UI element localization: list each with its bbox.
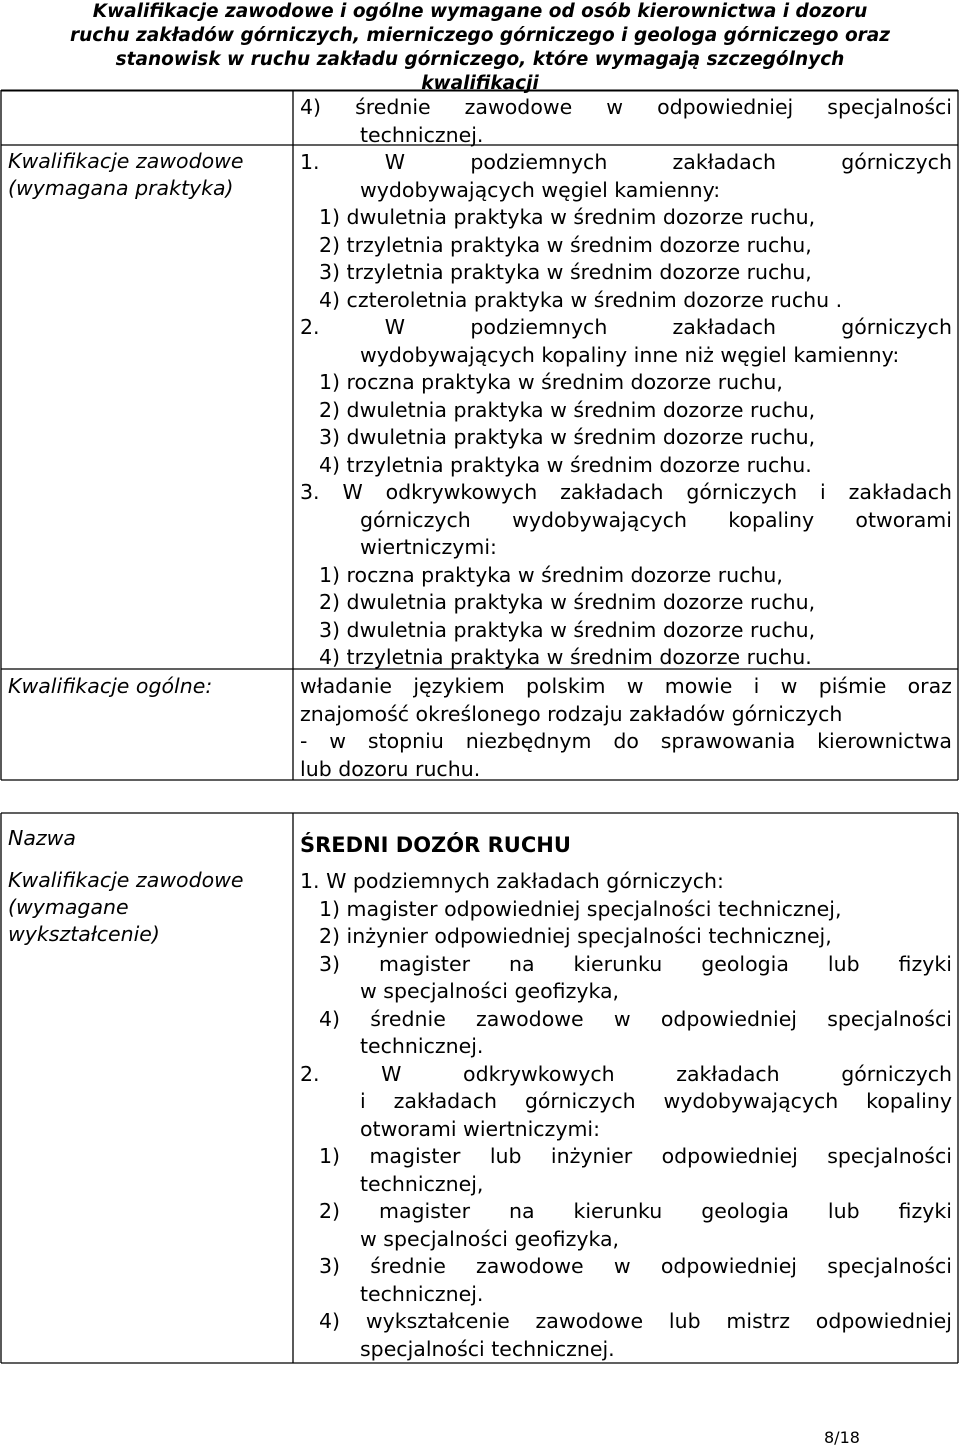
- text-line: [300, 1143, 952, 1171]
- word: językiem: [413, 674, 505, 698]
- text-line: [300, 728, 952, 756]
- word: kierunku: [573, 951, 663, 976]
- text-line: [300, 1088, 952, 1116]
- word: podziemnych: [470, 150, 608, 174]
- text-line: [300, 951, 952, 979]
- text-line: 2) inżynier odpowiedniej specjalności technicznej,: [319, 924, 832, 948]
- word: inżynier: [550, 1144, 633, 1168]
- word: otworami: [855, 507, 952, 532]
- word: podziemnych: [470, 315, 608, 339]
- text-line: 1) roczna praktyka w średnim dozorze ruchu,: [319, 370, 783, 394]
- label-line: Kwalifikacje zawodowe: [8, 149, 244, 173]
- word: oraz: [907, 674, 952, 698]
- word: 4): [319, 1006, 341, 1031]
- wyksztalcenie-content: [300, 868, 952, 1363]
- word: średnie: [370, 1006, 446, 1031]
- header-line: kwalifikacji: [421, 73, 539, 94]
- word: piśmie: [818, 674, 887, 698]
- word: górniczych: [841, 150, 952, 174]
- word: w: [613, 1254, 631, 1278]
- position-title: ŚREDNI DOZÓR RUCHU: [300, 833, 571, 857]
- word: zakładach: [393, 1089, 497, 1113]
- label-line: (wymagane: [8, 895, 129, 919]
- word: zawodowe: [476, 1006, 584, 1031]
- word: zawodowe: [535, 1309, 644, 1333]
- text-line: 2) trzyletnia praktyka w średnim dozorze ruchu,: [319, 232, 812, 257]
- word: górniczych: [841, 315, 952, 339]
- word: mistrz: [726, 1309, 790, 1333]
- word: 1): [319, 1144, 341, 1168]
- text-line: [300, 479, 952, 507]
- word: w: [780, 674, 798, 698]
- word: kopaliny: [866, 1089, 952, 1113]
- word: władanie: [300, 674, 393, 698]
- word: W: [384, 315, 406, 339]
- text-line: otworami wiertniczymi:: [360, 1116, 601, 1141]
- text-line: 4) trzyletnia praktyka w średnim dozorze ruchu.: [319, 452, 812, 477]
- text-line: wydobywających węgiel kamienny:: [360, 177, 721, 202]
- text-line: 1) magister odpowiedniej specjalności technicznej,: [319, 896, 842, 921]
- text-line: wydobywających kopaliny inne niż węgiel kamienny:: [360, 342, 900, 367]
- word: lub: [827, 951, 860, 976]
- word: W: [381, 1061, 402, 1086]
- word: wykształcenie: [365, 1309, 510, 1333]
- word: lub: [489, 1144, 522, 1168]
- text-line: wiertniczymi:: [360, 535, 497, 559]
- label-kwalifikacje-ogolne: Kwalifikacje ogólne:: [8, 674, 213, 698]
- text-line: 1) dwuletnia praktyka w średnim dozorze ruchu,: [319, 205, 816, 229]
- text-line: [300, 314, 952, 342]
- word: polskim: [525, 674, 606, 698]
- word: niezbędnym: [465, 729, 592, 753]
- word: specjalności: [827, 1254, 952, 1278]
- text-line: 3) dwuletnia praktyka w średnim dozorze ruchu,: [319, 617, 816, 642]
- word: średnie: [370, 1254, 446, 1278]
- word: magister: [369, 1144, 461, 1168]
- word: zawodowe: [476, 1254, 584, 1278]
- word: do: [613, 729, 639, 753]
- word: lub: [668, 1309, 701, 1333]
- word: mowie: [664, 674, 733, 698]
- text-line: [300, 507, 952, 535]
- word: odpowiedniej: [661, 1144, 798, 1168]
- word: W: [384, 150, 406, 174]
- word: górniczych: [524, 1089, 636, 1113]
- word: zakładach: [848, 480, 952, 504]
- word: górniczych: [841, 1061, 952, 1086]
- page-number: 8/18: [824, 1428, 860, 1447]
- word: sprawowania: [660, 729, 796, 753]
- text-line: [300, 1061, 952, 1089]
- word: górniczych: [360, 507, 471, 532]
- word: na: [508, 951, 535, 976]
- praktyka-content: [300, 149, 952, 672]
- word: kopaliny: [728, 507, 815, 532]
- text-line: technicznej,: [360, 1171, 484, 1196]
- label-nazwa: Nazwa: [8, 826, 76, 850]
- text-line: technicznej.: [360, 1034, 484, 1058]
- word: magister: [379, 951, 470, 976]
- previous-cell-continuation: [300, 94, 952, 149]
- text-line: 2) dwuletnia praktyka w średnim dozorze ruchu,: [319, 590, 816, 614]
- text-line: specjalności technicznej.: [360, 1336, 615, 1361]
- ogolne-content: [300, 673, 952, 783]
- word: 2.: [300, 1061, 320, 1086]
- label-line: wykształcenie): [8, 922, 160, 946]
- text-line: [300, 1308, 952, 1336]
- word: w: [626, 674, 644, 698]
- word: specjalności: [827, 1006, 952, 1031]
- word: odpowiedniej: [657, 95, 794, 119]
- word: zakładach: [672, 315, 776, 339]
- word: i: [753, 674, 760, 698]
- word: 3.: [300, 480, 320, 504]
- word: 1.: [300, 150, 320, 174]
- word: odkrywkowych: [463, 1061, 615, 1086]
- word: w: [329, 729, 347, 753]
- word: 3): [319, 1254, 341, 1278]
- word: specjalności: [827, 95, 952, 119]
- word: -: [300, 729, 308, 753]
- text-line: [300, 1006, 952, 1034]
- text-line: 2) dwuletnia praktyka w średnim dozorze ruchu,: [319, 397, 816, 422]
- word: lub: [827, 1199, 860, 1223]
- text-line: [300, 1253, 952, 1281]
- word: fizyki: [898, 951, 952, 976]
- word: stopniu: [367, 729, 444, 753]
- text-line: technicznej.: [360, 1281, 484, 1306]
- word: odpowiedniej: [815, 1309, 952, 1333]
- word: 3): [319, 951, 341, 976]
- word: zakładach: [672, 150, 776, 174]
- text-line: w specjalności geofizyka,: [360, 1226, 620, 1251]
- text-line: [300, 94, 952, 122]
- label-kwalifikacje-praktyka: [8, 148, 244, 202]
- word: zawodowe: [464, 95, 573, 119]
- word: specjalności: [827, 1144, 952, 1168]
- word: geologia: [701, 1199, 789, 1223]
- text-line: [300, 673, 952, 701]
- text-line: 3) dwuletnia praktyka w średnim dozorze ruchu,: [319, 425, 816, 449]
- header-line: stanowisk w ruchu zakładu górniczego, które wymagają szczególnych: [115, 49, 845, 70]
- word: w: [613, 1006, 631, 1031]
- text-line: [300, 149, 952, 177]
- word: i: [360, 1089, 366, 1113]
- text-line: 4) trzyletnia praktyka w średnim dozorze ruchu.: [319, 645, 812, 669]
- label-line: (wymagana praktyka): [8, 176, 234, 200]
- word: 2): [319, 1199, 341, 1223]
- text-line: 3) trzyletnia praktyka w średnim dozorze ruchu,: [319, 260, 812, 284]
- word: w: [606, 95, 624, 119]
- word: i: [820, 480, 826, 504]
- word: odkrywkowych: [385, 480, 538, 504]
- word: odpowiedniej: [660, 1254, 798, 1278]
- text-line: lub dozoru ruchu.: [300, 756, 481, 781]
- text-line: znajomość określonego rodzaju zakładów górniczych: [300, 701, 843, 726]
- header-line: Kwalifikacje zawodowe i ogólne wymagane od osób kierownictwa i dozoru: [92, 1, 868, 22]
- text-line: w specjalności geofizyka,: [360, 979, 620, 1003]
- word: geologia: [701, 951, 789, 976]
- word: magister: [379, 1199, 470, 1223]
- label-line: Kwalifikacje zawodowe: [8, 868, 244, 892]
- header-line: ruchu zakładów górniczych, mierniczego górniczego i geologa górniczego oraz: [69, 25, 891, 46]
- text-line: 1) roczna praktyka w średnim dozorze ruchu,: [319, 562, 783, 587]
- word: odpowiedniej: [660, 1006, 798, 1031]
- label-kwalifikacje-wyksztalcenie: [8, 867, 244, 948]
- word: wydobywających: [663, 1089, 839, 1113]
- word: średnie: [355, 95, 431, 119]
- word: zakładach: [676, 1061, 780, 1086]
- word: 4): [319, 1309, 341, 1333]
- word: kierownictwa: [817, 729, 952, 753]
- word: zakładach: [560, 480, 664, 504]
- text-line: technicznej.: [360, 122, 484, 147]
- word: górniczych: [686, 480, 798, 504]
- word: wydobywających: [512, 507, 687, 532]
- word: kierunku: [573, 1199, 663, 1223]
- word: na: [508, 1199, 535, 1223]
- word: fizyki: [898, 1199, 952, 1223]
- text-line: [300, 1198, 952, 1226]
- word: 4): [300, 95, 322, 119]
- word: 2.: [300, 315, 320, 339]
- text-line: 1. W podziemnych zakładach górniczych:: [300, 869, 724, 893]
- text-line: 4) czteroletnia praktyka w średnim dozorze ruchu .: [319, 287, 843, 312]
- word: W: [342, 480, 363, 504]
